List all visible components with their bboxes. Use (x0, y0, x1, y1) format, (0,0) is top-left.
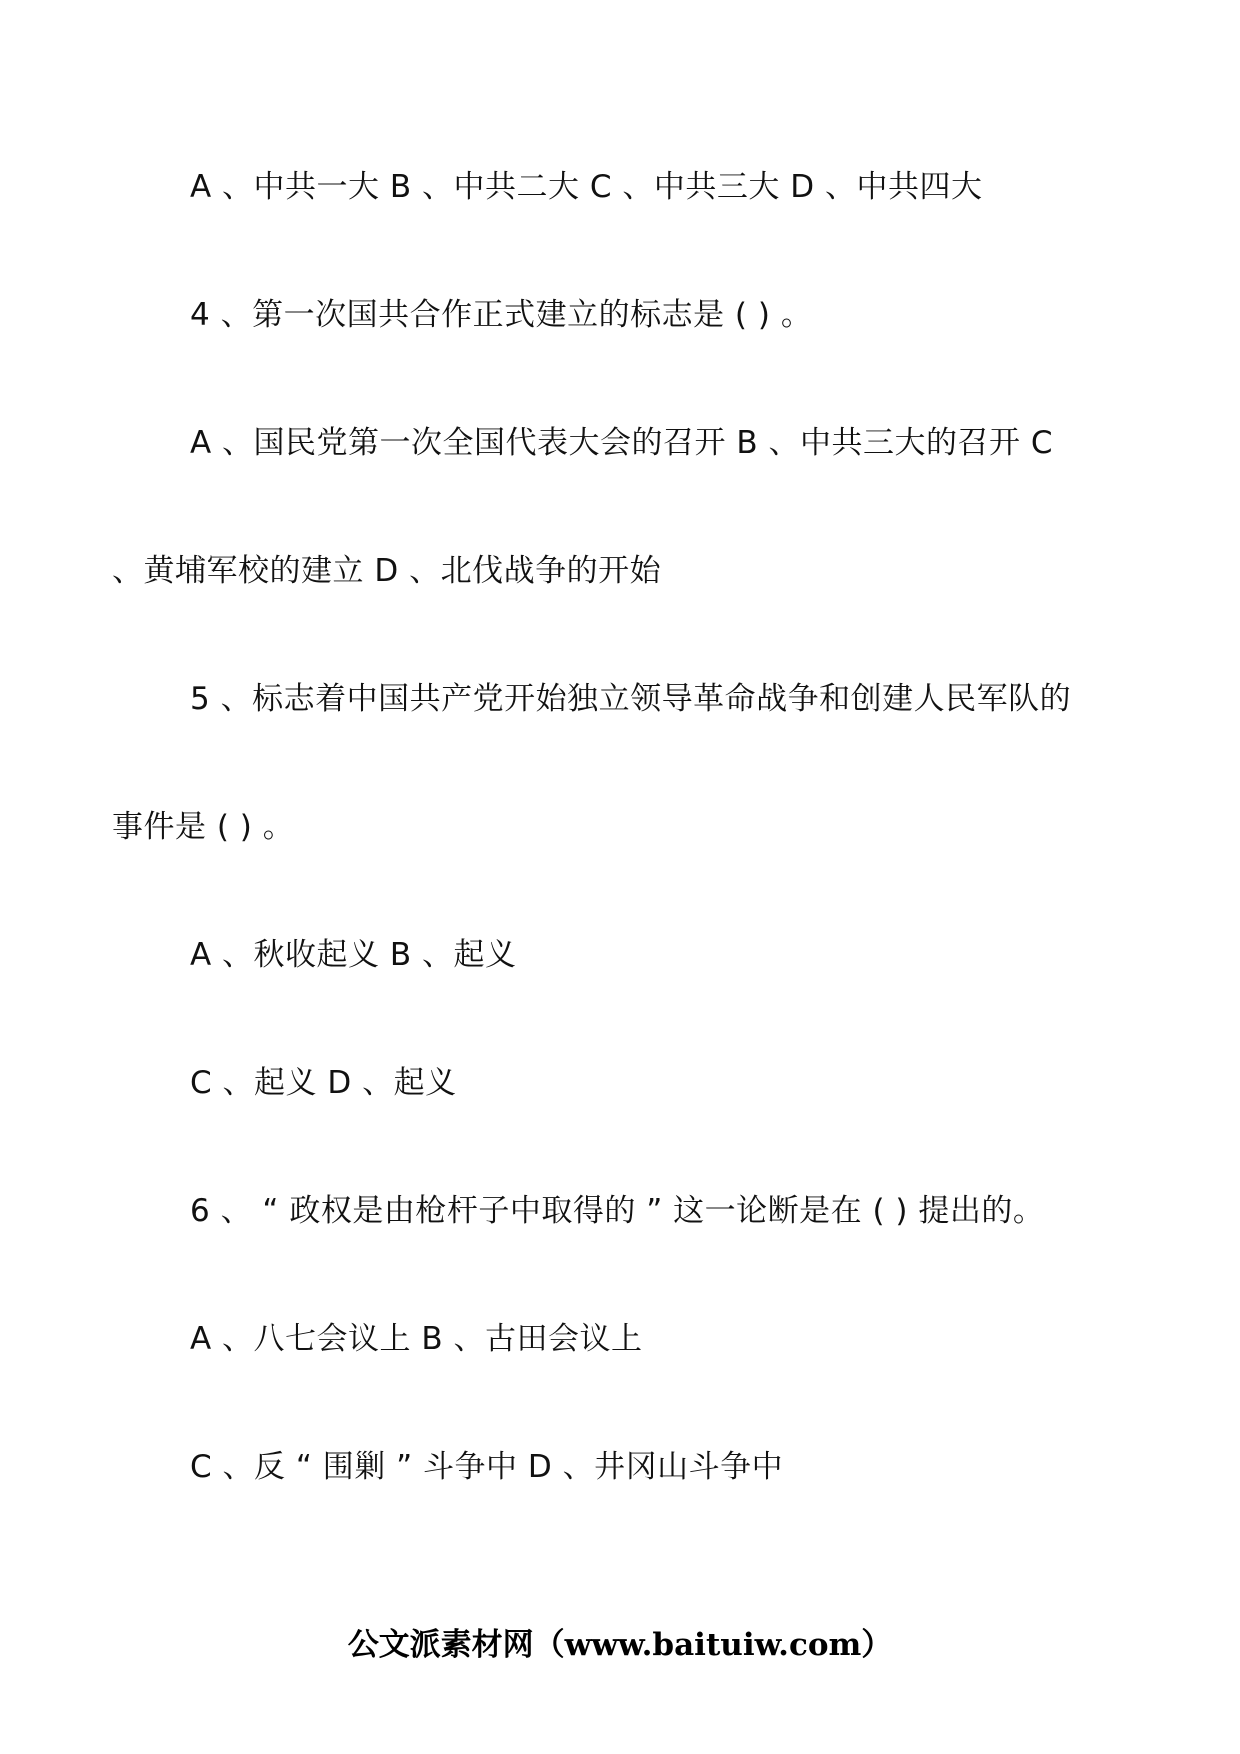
q6-options-line1: A 、八七会议上 B 、古田会议上 (190, 1321, 643, 1357)
q4-options-line2: 、黄埔军校的建立 D 、北伐战争的开始 (112, 553, 662, 589)
q4-options-line1: A 、国民党第一次全国代表大会的召开 B 、中共三大的召开 C (190, 425, 1054, 461)
q5-question-line2: 事件是 ( ) 。 (112, 809, 295, 845)
footer-watermark: 公文派素材网（www.baituiw.com） (347, 1627, 893, 1663)
q4-question: 4 、第一次国共合作正式建立的标志是 ( ) 。 (190, 297, 813, 333)
q5-options-line1: A 、秋收起义 B 、起义 (190, 937, 517, 973)
q5-options-line2: C 、起义 D 、起义 (190, 1065, 457, 1101)
q6-options-line2: C 、反 “ 围剿 ” 斗争中 D 、井冈山斗争中 (190, 1449, 784, 1485)
q6-question: 6 、 “ 政权是由枪杆子中取得的 ” 这一论断是在 ( ) 提出的。 (190, 1193, 1045, 1229)
q5-question-line1: 5 、标志着中国共产党开始独立领导革命战争和创建人民军队的 (190, 681, 1072, 717)
q3-options: A 、中共一大 B 、中共二大 C 、中共三大 D 、中共四大 (190, 169, 983, 205)
